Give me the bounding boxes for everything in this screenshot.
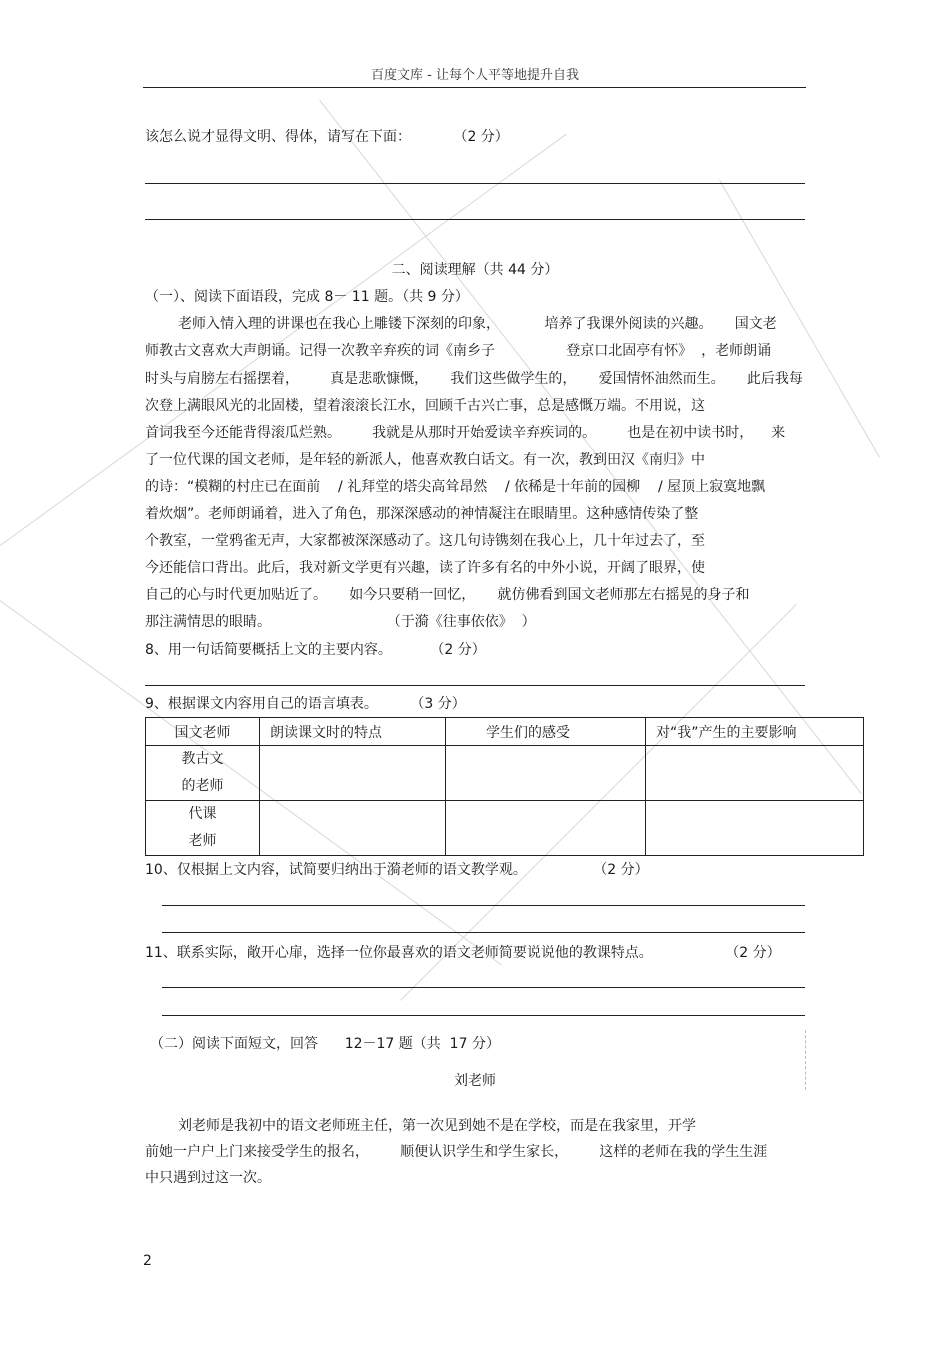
passage-line: 自己的心与时代更加贴近了。 如今只要稍一回忆， 就仿佛看到国文老师那左右摇晃的身子和	[145, 587, 750, 603]
table-header-cell: 对“我”产生的主要影响	[646, 718, 864, 746]
page-header: 百度文库 - 让每个人平等地提升自我	[371, 68, 579, 83]
passage-line: 了一位代课的国文老师，是年轻的新派人，他喜欢教白话文。有一次，教到田汉《南归》中	[145, 452, 705, 468]
answer-line	[162, 987, 805, 988]
answer-line	[145, 219, 805, 220]
passage-line: 个教室，一堂鸦雀无声，大家都被深深感动了。这几句诗镌刻在我心上，几十年过去了，至	[145, 533, 705, 549]
question-9-score: （3 分）	[410, 696, 466, 712]
passage-line: 首词我至今还能背得滚瓜烂熟。 我就是从那时开始爱读辛弃疾词的。 也是在初中读书时， 来	[145, 425, 786, 441]
table-row	[146, 801, 864, 856]
question-8-text: 8、用一句话简要概括上文的主要内容。	[145, 642, 392, 658]
answer-line	[162, 905, 805, 906]
page-number: 2	[143, 1253, 152, 1269]
table-row-label-line: 代课	[188, 806, 217, 822]
prev-question-text: 该怎么说才显得文明、得体，请写在下面：	[145, 129, 411, 145]
table-row-label-line: 的老师	[181, 778, 224, 794]
watermark-line	[319, 100, 862, 794]
question-10	[145, 860, 649, 880]
question-8-score: （2 分）	[430, 642, 486, 658]
table-header-cell: 国文老师	[146, 718, 260, 746]
passage-line: 前她一户户上门来接受学生的报名， 顺便认识学生和学生家长， 这样的老师在我的学生生涯	[145, 1144, 768, 1160]
answer-cell[interactable]	[446, 801, 646, 856]
answer-cell[interactable]	[646, 801, 864, 856]
passage-line: 刘老师是我初中的语文老师班主任，第一次见到她不是在学校，而是在我家里，开学	[178, 1118, 696, 1134]
answer-line	[145, 685, 805, 686]
answer-cell[interactable]	[260, 746, 446, 801]
passage-line: 老师入情入理的讲课也在我心上雕镂下深刻的印象， 培养了我课外阅读的兴趣。 国文老	[178, 316, 777, 332]
passage-line: 师教古文喜欢大声朗诵。记得一次教辛弃疾的词《南乡子 登京口北固亭有怀》 ，老师朗诵	[145, 343, 772, 359]
passage-line: 今还能信口背出。此后，我对新文学更有兴趣，读了许多有名的中外小说，开阔了眼界，使	[145, 560, 705, 576]
question-11-score: （2 分）	[725, 945, 781, 961]
question-11-text: 11、联系实际，敞开心扉，选择一位你最喜欢的语文老师简要说说他的教课特点。	[145, 945, 653, 961]
table-header-row	[146, 718, 864, 746]
header-rule	[143, 87, 806, 88]
answer-line	[162, 1015, 805, 1016]
question-9-text: 9、根据课文内容用自己的语言填表。	[145, 696, 378, 712]
table-row-label	[146, 801, 260, 856]
answer-cell[interactable]	[446, 746, 646, 801]
answer-line	[162, 932, 805, 933]
question-9	[145, 694, 466, 714]
passage-line: 的诗：“模糊的村庄已在面前 / 礼拜堂的塔尖高耸昂然 / 依稀是十年前的园柳 / 屋顶上寂寞地飘	[145, 479, 766, 495]
question-8	[145, 640, 486, 660]
question-10-text: 10、仅根据上文内容，试简要归纳出于漪老师的语文教学观。	[145, 862, 527, 878]
passage-line: 次登上满眼风光的北固楼，望着滚滚长江水，回顾千古兴亡事，总是感慨万端。不用说，这	[145, 398, 705, 414]
table-row-label-line: 老师	[188, 833, 217, 849]
prev-question-score: （2 分）	[453, 129, 509, 145]
table-row-label-line: 教古文	[181, 751, 224, 767]
table-header-cell: 朗读课文时的特点	[260, 718, 446, 746]
part2-title: 刘老师	[454, 1073, 496, 1089]
margin-mark	[805, 1030, 806, 1090]
question-11	[145, 943, 781, 963]
table-row	[146, 746, 864, 801]
prev-question	[145, 127, 509, 147]
part1-instruction: （一）、阅读下面语段，完成 8－ 11 题。（共 9 分）	[145, 289, 469, 305]
passage-line: 中只遇到过这一次。	[145, 1170, 271, 1186]
section-title: 二、阅读理解（共 44 分）	[391, 262, 559, 278]
question-10-score: （2 分）	[593, 862, 649, 878]
answer-line	[145, 183, 805, 184]
fill-in-table	[145, 717, 864, 856]
table-header-cell: 学生们的感受	[446, 718, 646, 746]
answer-cell[interactable]	[260, 801, 446, 856]
answer-cell[interactable]	[646, 746, 864, 801]
part2-instruction: （二）阅读下面短文，回答 12－17 题（共 17 分）	[150, 1036, 500, 1052]
passage-source-line: 那注满情思的眼睛。 （于漪《往事依依》 ）	[145, 614, 536, 630]
table-row-label	[146, 746, 260, 801]
passage-line: 时头与肩膀左右摇摆着， 真是悲歌慷慨， 我们这些做学生的， 爱国情怀油然而生。 此后我每	[145, 371, 803, 387]
passage-line: 着炊烟”。老师朗诵着，进入了角色，那深深感动的神情凝注在眼睛里。这种感情传染了整	[145, 506, 699, 522]
